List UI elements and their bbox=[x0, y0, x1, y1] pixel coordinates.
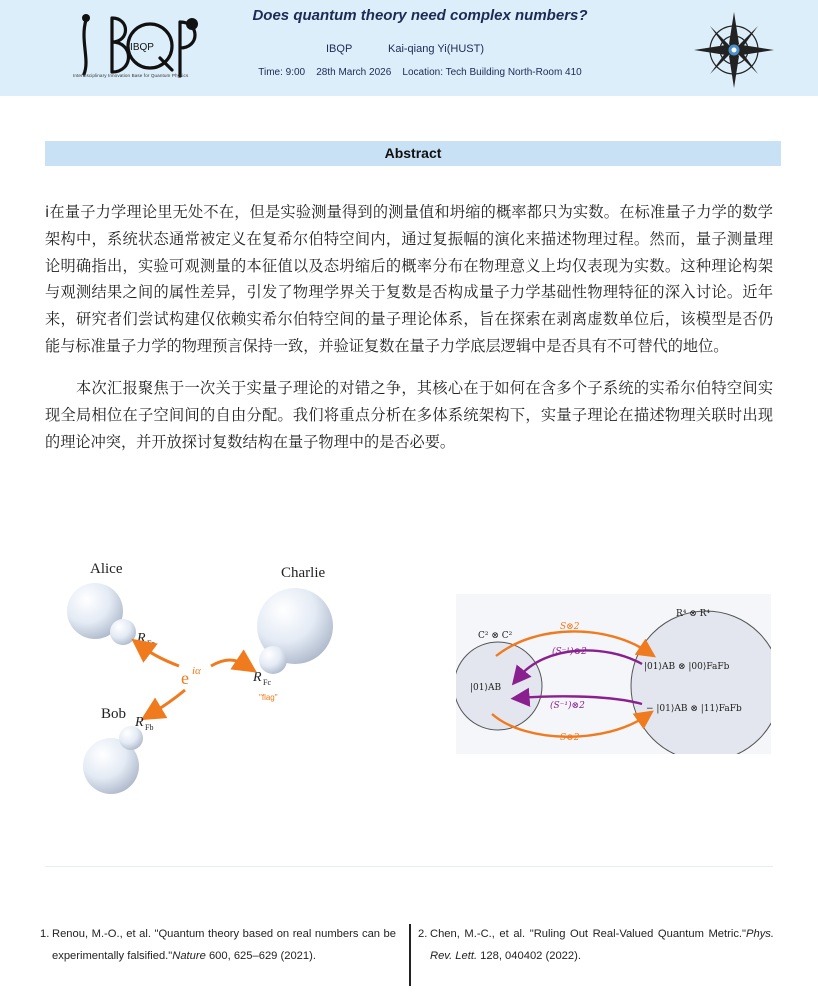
abstract-heading-bar bbox=[45, 141, 781, 166]
label-right-state-2: − |01⟩AB ⊗ |11⟩FaFb bbox=[646, 704, 742, 714]
ibqp-logo bbox=[72, 10, 212, 90]
organization: IBQP bbox=[326, 43, 353, 55]
label-map-inv-top: (S⁻¹)⊗2 bbox=[552, 647, 587, 657]
label-r-fb-sub: Fb bbox=[145, 723, 154, 732]
label-bob: Bob bbox=[101, 706, 127, 722]
label-phase: e bbox=[181, 668, 189, 688]
label-map-inv-bottom: (S⁻¹)⊗2 bbox=[550, 701, 585, 711]
label-map-top: S⊗2 bbox=[560, 622, 580, 632]
reference-number: 1. bbox=[40, 928, 50, 940]
reference-journal: Nature bbox=[172, 949, 206, 962]
reference-details: 128, 040402 (2022). bbox=[477, 949, 581, 962]
header-banner bbox=[0, 0, 818, 96]
abstract-heading: Abstract bbox=[384, 145, 442, 161]
label-phase-sup: iα bbox=[192, 665, 201, 677]
reference-1 bbox=[40, 924, 396, 967]
figure-right-mapping bbox=[456, 594, 771, 754]
arrow-to-charlie bbox=[211, 660, 247, 666]
label-right-space: R⁴ ⊗ R⁴ bbox=[676, 609, 711, 619]
compass-emblem-icon bbox=[692, 10, 776, 90]
reference-authors: Renou, M.-O., et al. bbox=[52, 928, 151, 940]
label-flag: "flag" bbox=[259, 693, 278, 702]
arrow-to-bob bbox=[151, 690, 185, 714]
reference-journal: Phys. Rev. Lett. bbox=[430, 928, 774, 962]
speaker: Kai-qiang Yi(HUST) bbox=[388, 43, 484, 55]
label-r-fc: R bbox=[253, 670, 262, 685]
reference-number: 2. bbox=[418, 928, 428, 940]
label-r-fa: R bbox=[137, 631, 146, 646]
label-right-state-1: |01⟩AB ⊗ |00⟩FaFb bbox=[644, 662, 730, 672]
reference-authors: Chen, M.-C., et al. bbox=[430, 928, 526, 940]
event-meta: Time: 9:00 28th March 2026 Location: Tech Building North-Room 410 bbox=[258, 67, 582, 78]
reference-title: "Ruling Out Real-Valued Quantum Metric." bbox=[529, 928, 747, 940]
sphere-fa bbox=[110, 619, 136, 645]
label-r-fc-sub: Fc bbox=[263, 678, 271, 687]
reference-2 bbox=[418, 924, 774, 967]
section-divider bbox=[45, 866, 773, 867]
label-left-space: C² ⊗ C² bbox=[478, 631, 513, 641]
label-left-state: |01⟩AB bbox=[470, 683, 502, 693]
reference-details: 600, 625–629 (2021). bbox=[205, 949, 316, 962]
abstract-paragraph-2: 本次汇报聚焦于一次关于实量子理论的对错之争，其核心在于如何在含多个子系统的实希尔伯特空间实现全局相位在子空间间的自由分配。我们将重点分析在多体系统架构下，实量子理论在描述物理关联时出现的理论冲突，并开放探讨复数结构在量子物理中的是否必要。 bbox=[45, 379, 773, 451]
reference-title: "Quantum theory based on real numbers can be experimentally falsified." bbox=[52, 928, 397, 962]
logo-text: IBQP bbox=[130, 42, 154, 53]
figure-left-parties bbox=[55, 548, 355, 808]
logo-tagline: Interdisciplinary Innovation Base for Quantum Physics bbox=[73, 73, 189, 78]
sphere-fc bbox=[259, 646, 287, 674]
arrow-to-alice bbox=[141, 646, 179, 666]
label-alice: Alice bbox=[90, 561, 123, 577]
label-r-fa-sub: Fa bbox=[147, 639, 155, 648]
references-divider bbox=[409, 924, 411, 986]
label-r-fb: R bbox=[135, 715, 144, 730]
page-title: Does quantum theory need complex numbers? bbox=[252, 7, 588, 24]
label-charlie: Charlie bbox=[281, 565, 326, 581]
label-map-bottom: S⊗2 bbox=[560, 733, 580, 743]
abstract-paragraph-1: i在量子力学理论里无处不在，但是实验测量得到的测量值和坍缩的概率都只为实数。在标准量子力学的数学架构中，系统状态通常被定义在复希尔伯特空间内，通过复振幅的演化来描述物理过程。然而，量子测量理论明确指出，实验可观测量的本征值以及态坍缩后的概率分布在物理意义上均仅表现为实数。这种理论构架与观测结果之间的属性差异，引发了物理学界关于复数是否构成量子力学基础性物理特征的深入讨论。近年来，研究者们尝试构建仅依赖实希尔伯特空间的量子理论体系，旨在探索在剥离虚数单位后，该模型是否仍能与标准量子力学的物理预言保持一致，并验证复数在量子力学底层逻辑中是否具有不可替代的地位。 bbox=[45, 203, 773, 355]
